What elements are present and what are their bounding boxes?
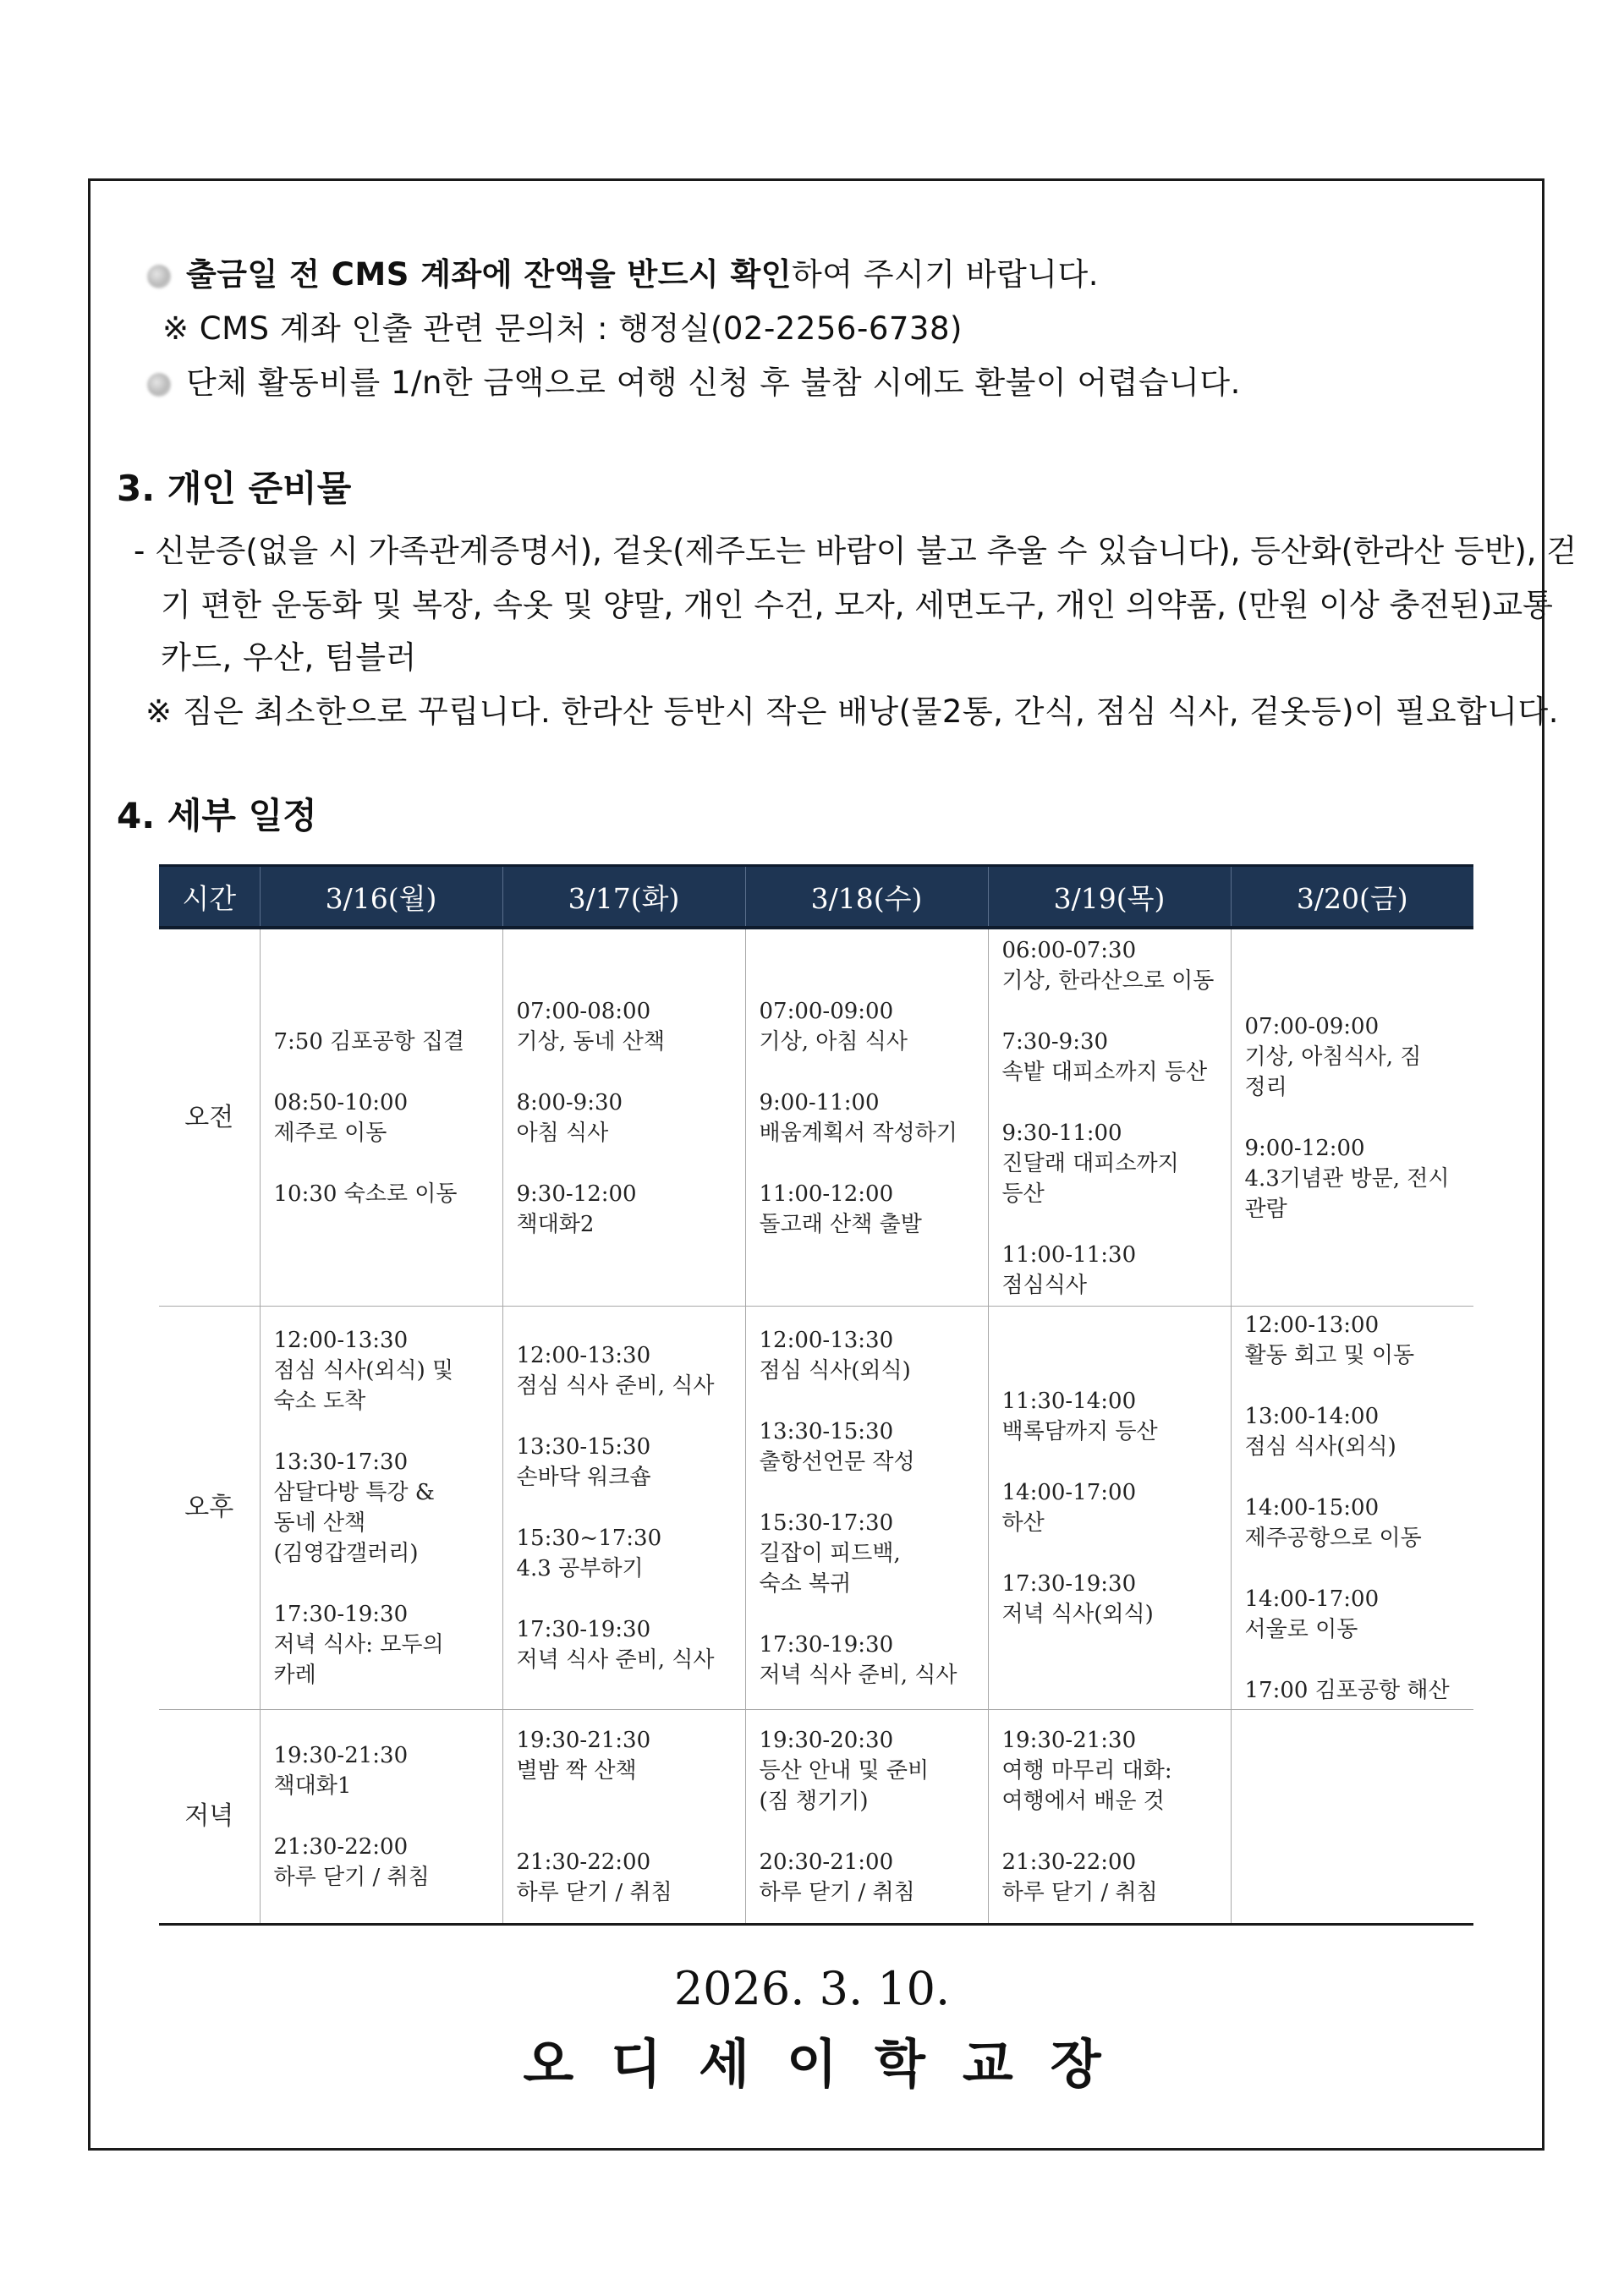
row-label-afternoon: 오후 [159, 1307, 260, 1710]
schedule-cell: 12:00-13:30 점심 식사(외식) 13:30-15:30 출항선언문 작성 15:30-17:30 길잡이 피드백, 숙소 복귀 17:30-19:30 저녁 식사 준비, 식사 [745, 1307, 988, 1710]
header-time: 시간 [159, 866, 260, 929]
header-day-2: 3/17(화) [502, 866, 745, 929]
bullet-icon [147, 373, 171, 397]
bullet-icon [147, 265, 171, 288]
schedule-cell: 12:00-13:30 점심 식사(외식) 및 숙소 도착 13:30-17:30 삼달다방 특강 & 동네 산책 (김영갑갤러리) 17:30-19:30 저녁 식사: 모두의 카레 [260, 1307, 502, 1710]
notice-line-3 [147, 364, 1241, 401]
schedule-cell: 06:00-07:30 기상, 한라산으로 이동 7:30-9:30 속밭 대피소까지 등산 9:30-11:00 진달래 대피소까지 등산 11:00-11:30 점심식사 [988, 928, 1231, 1307]
schedule-cell: 19:30-21:30 책대화1 21:30-22:00 하루 닫기 / 취침 [260, 1710, 502, 1925]
schedule-cell: 7:50 김포공항 집결 08:50-10:00 제주로 이동 10:30 숙소로 이동 [260, 928, 502, 1307]
notice-text: 하여 주시기 바랍니다. [792, 256, 1100, 293]
schedule-cell: 12:00-13:30 점심 식사 준비, 식사 13:30-15:30 손바닥 워크숍 15:30~17:30 4.3 공부하기 17:30-19:30 저녁 식사 준비, 식사 [502, 1307, 745, 1710]
table-row-morning [159, 928, 1473, 1307]
schedule-cell: 19:30-21:30 여행 마무리 대화: 여행에서 배운 것 21:30-22:00 하루 닫기 / 취침 [988, 1710, 1231, 1925]
section-heading-supplies: 3. 개인 준비물 [117, 468, 352, 509]
document-date: 2026. 3. 10. [673, 1962, 951, 2015]
schedule-cell: 12:00-13:00 활동 회고 및 이동 13:00-14:00 점심 식사(외식) 14:00-15:00 제주공항으로 이동 14:00-17:00 서울로 이동 17:00 김포공항 해산 [1231, 1307, 1473, 1710]
schedule-cell: 11:30-14:00 백록담까지 등산 14:00-17:00 하산 17:30-19:30 저녁 식사(외식) [988, 1307, 1231, 1710]
schedule-cell: 07:00-08:00 기상, 동네 산책 8:00-9:30 아침 식사 9:30-12:00 책대화2 [502, 928, 745, 1307]
supplies-line-3: 카드, 우산, 텀블러 [161, 639, 417, 676]
section-heading-schedule: 4. 세부 일정 [117, 795, 317, 836]
notice-text: 단체 활동비를 1/n한 금액으로 여행 신청 후 불참 시에도 환불이 어렵습니다. [186, 364, 1241, 401]
schedule-cell: 19:30-21:30 별밤 짝 산책 21:30-22:00 하루 닫기 / 취침 [502, 1710, 745, 1925]
schedule-cell: 07:00-09:00 기상, 아침 식사 9:00-11:00 배움계획서 작성하기 11:00-12:00 돌고래 산책 출발 [745, 928, 988, 1307]
table-header-row [159, 866, 1473, 929]
row-label-morning: 오전 [159, 928, 260, 1307]
notice-line-2: ※ CMS 계좌 인출 관련 문의처 : 행정실(02-2256-6738) [162, 310, 963, 347]
schedule-cell [1231, 1710, 1473, 1925]
header-day-5: 3/20(금) [1231, 866, 1473, 929]
signature-school-principal: 오디세이학교장 [523, 2033, 1138, 2095]
schedule-cell: 19:30-20:30 등산 안내 및 준비 (짐 챙기기) 20:30-21:00 하루 닫기 / 취침 [745, 1710, 988, 1925]
table-row-afternoon [159, 1307, 1473, 1710]
header-day-4: 3/19(목) [988, 866, 1231, 929]
notice-emphasis: 출금일 전 CMS 계좌에 잔액을 반드시 확인 [186, 256, 793, 293]
schedule-table [159, 864, 1473, 1926]
notice-line-1 [147, 256, 1100, 293]
table-row-evening [159, 1710, 1473, 1925]
header-day-3: 3/18(수) [745, 866, 988, 929]
supplies-note: ※ 짐은 최소한으로 꾸립니다. 한라산 등반시 작은 배낭(물2통, 간식, 점심 식사, 겉옷등)이 필요합니다. [145, 693, 1560, 730]
header-day-1: 3/16(월) [260, 866, 502, 929]
supplies-line-2: 기 편한 운동화 및 복장, 속옷 및 양말, 개인 수건, 모자, 세면도구, 개인 의약품, (만원 이상 충전된)교통 [161, 587, 1553, 623]
row-label-evening: 저녁 [159, 1710, 260, 1925]
supplies-line-1: - 신분증(없을 시 가족관계증명서), 겉옷(제주도는 바람이 불고 추울 수 있습니다), 등산화(한라산 등반), 걷 [134, 533, 1577, 569]
schedule-cell: 07:00-09:00 기상, 아침식사, 짐 정리 9:00-12:00 4.3기념관 방문, 전시 관람 [1231, 928, 1473, 1307]
